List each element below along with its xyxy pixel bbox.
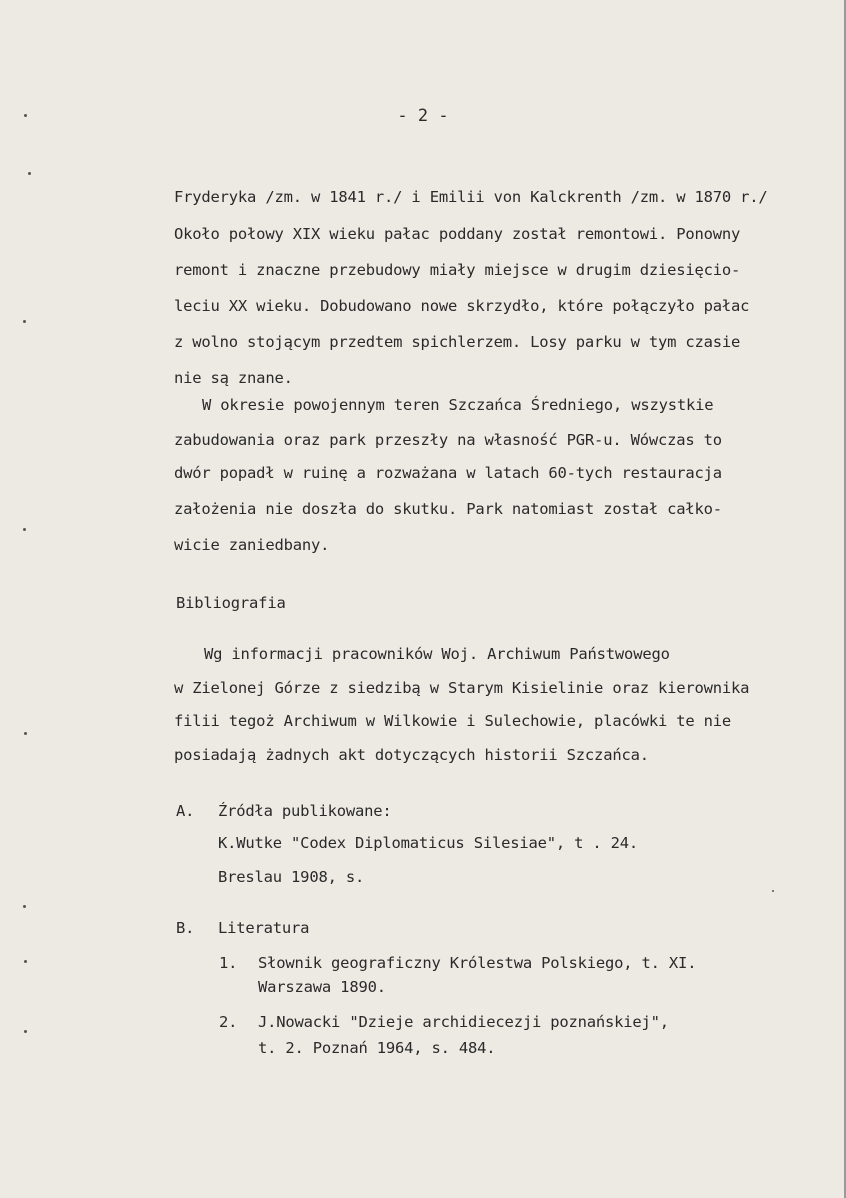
text-line: remont i znaczne przebudowy miały miejsce w drugim dziesięcio- — [174, 261, 741, 279]
text-line: założenia nie doszła do skutku. Park natomiast został całko- — [174, 500, 722, 518]
citation-line: t. 2. Poznań 1964, s. 484. — [258, 1039, 496, 1057]
text-line: leciu XX wieku. Dobudowano nowe skrzydło, które połączyło pałac — [174, 297, 750, 315]
section-a-title: Źródła publikowane: — [218, 802, 392, 820]
scan-speck — [24, 114, 27, 117]
citation-line: Warszawa 1890. — [258, 978, 386, 996]
section-b-title: Literatura — [218, 919, 310, 937]
text-line: filii tegoż Archiwum w Wilkowie i Sulechowie, placówki te nie — [174, 712, 732, 730]
text-line: zabudowania oraz park przeszły na własność PGR-u. Wówczas to — [174, 431, 722, 449]
citation-line: Breslau 1908, s. — [218, 868, 365, 886]
text-line: Około połowy XIX wieku pałac poddany został remontowi. Ponowny — [174, 225, 741, 243]
citation-line: Słownik geograficzny Królestwa Polskiego, t. XI. — [258, 954, 697, 972]
scan-speck — [772, 890, 774, 892]
scan-speck — [23, 905, 26, 908]
list-item-number: 2. — [219, 1013, 238, 1031]
page-number: - 2 - — [397, 106, 449, 126]
list-item-number: 1. — [219, 954, 238, 972]
scan-speck — [28, 172, 31, 175]
section-a-label: A. — [176, 802, 195, 820]
text-line: dwór popadł w ruinę a rozważana w latach 60-tych restauracja — [174, 464, 722, 482]
citation-line: K.Wutke "Codex Diplomaticus Silesiae", t . 24. — [218, 834, 639, 852]
bibliography-heading: Bibliografia — [176, 594, 286, 612]
text-line: z wolno stojącym przedtem spichlerzem. Losy parku w tym czasie — [174, 333, 741, 351]
text-line: W okresie powojennym teren Szczańca Średniego, wszystkie — [202, 396, 714, 414]
scan-speck — [24, 960, 27, 963]
text-line: wicie zaniedbany. — [174, 536, 330, 554]
text-line: Fryderyka /zm. w 1841 r./ i Emilii von Kalckrenth /zm. w 1870 r./ — [174, 188, 768, 206]
text-line: nie są znane. — [174, 369, 293, 387]
scan-speck — [24, 732, 27, 735]
text-line: w Zielonej Górze z siedzibą w Starym Kisielinie oraz kierownika — [174, 679, 750, 697]
section-b-label: B. — [176, 919, 195, 937]
scan-speck — [23, 528, 26, 531]
text-line: posiadają żadnych akt dotyczących historii Szczańca. — [174, 746, 649, 764]
scan-speck — [24, 1030, 27, 1033]
citation-line: J.Nowacki "Dzieje archidiecezji poznańskiej", — [258, 1013, 669, 1031]
scan-speck — [23, 320, 26, 323]
text-line: Wg informacji pracowników Woj. Archiwum Państwowego — [204, 645, 670, 663]
